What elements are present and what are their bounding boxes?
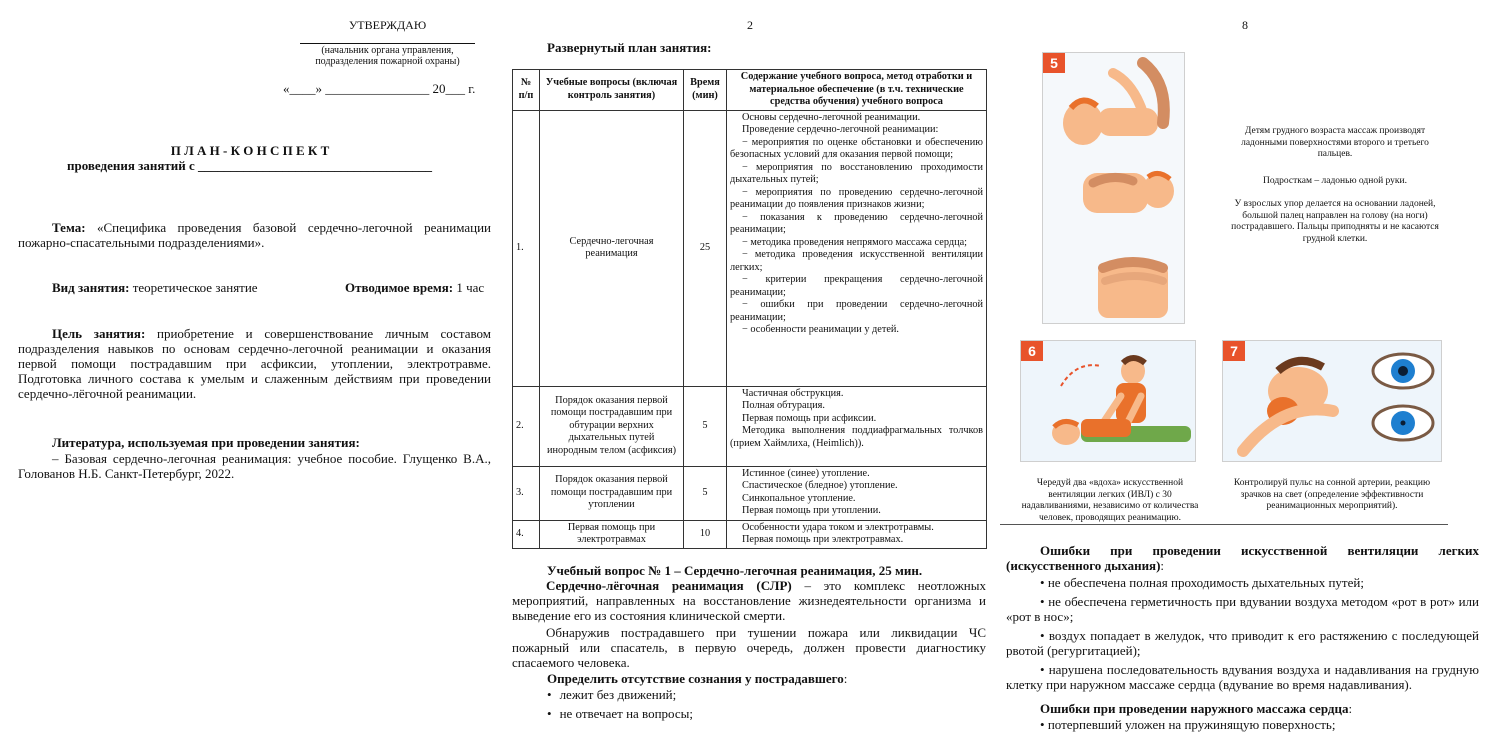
content-line: Первая помощь при электротравмах. bbox=[742, 534, 904, 545]
content-line: Полная обтурация. bbox=[742, 400, 825, 411]
caption-6: Чередуй два «вдоха» искусственной вентиляции легких (ИВЛ) с 30 надавливаниями, независимо от количества человек, проводящих реанимацию. bbox=[1021, 478, 1199, 523]
kind-row bbox=[52, 280, 258, 295]
cell-time: 10 bbox=[684, 520, 727, 548]
error-bullet-item bbox=[1006, 717, 1479, 732]
consciousness-heading bbox=[547, 671, 847, 686]
cell-content bbox=[727, 466, 987, 520]
ventilation-errors-list bbox=[1006, 575, 1479, 696]
bullet-text: не отвечает на вопросы; bbox=[559, 706, 693, 721]
plan-heading: Развернутый план занятия: bbox=[547, 40, 712, 55]
ventilation-illustration-icon bbox=[1021, 341, 1196, 462]
cell-time: 25 bbox=[684, 110, 727, 386]
content-line: − критерии прекращения сердечно-легочной реанимации; bbox=[730, 274, 983, 298]
figure-6-cpr-ventilation bbox=[1020, 340, 1196, 462]
bullet-text: потерпевший уложен на пружинящую поверхность; bbox=[1047, 717, 1336, 732]
bullet-text: не обеспечена полная проходимость дыхательных путей; bbox=[1047, 575, 1364, 590]
content-line: Частичная обструкция. bbox=[742, 387, 844, 399]
literature-text: – Базовая сердечно-легочная реанимация: учебное пособие. Глущенко В.А., Голованов Н.Б. Санкт-Петербург, 2022. bbox=[18, 451, 491, 481]
bullet-dot: • bbox=[1040, 717, 1048, 732]
massage-errors-colon: : bbox=[1348, 701, 1353, 716]
content-line: Синкопальное утопление. bbox=[742, 492, 856, 504]
content-line: Истинное (синее) утопление. bbox=[742, 467, 870, 479]
massage-errors-list bbox=[1006, 717, 1479, 736]
massage-errors-title: Ошибки при проведении наружного массажа сердца bbox=[1040, 701, 1349, 716]
time-value: 1 час bbox=[453, 280, 485, 295]
consciousness-title: Определить отсутствие сознания у пострадавшего bbox=[547, 671, 844, 686]
header-question: Учебные вопросы (включая контроль занятия) bbox=[540, 70, 684, 111]
approve-label: УТВЕРЖДАЮ bbox=[348, 18, 427, 32]
bullet-text: не обеспечена герметичность при вдувании воздуха методом «рот в рот» или «рот в нос»; bbox=[1006, 594, 1480, 624]
compression-illustration-icon bbox=[1043, 53, 1185, 324]
content-line: − показания к проведению сердечно-легочной реанимации; bbox=[730, 211, 983, 235]
consciousness-bullet-1 bbox=[547, 687, 676, 702]
ventilation-errors-title: Ошибки при проведении искусственной вентиляции легких (искусственного дыхания) bbox=[1006, 543, 1479, 573]
figure-7-pulse-pupils bbox=[1222, 340, 1442, 462]
approve-date-line: «____» ________________ 20___ г. bbox=[283, 81, 476, 96]
error-bullet-item bbox=[1006, 575, 1479, 590]
theme-paragraph bbox=[18, 220, 491, 250]
content-line: Основы сердечно-легочной реанимации. bbox=[742, 111, 921, 123]
error-bullet-item bbox=[1006, 628, 1479, 658]
cell-question: Порядок оказания первой помощи пострадавшим при утоплении bbox=[540, 466, 684, 520]
literature-title: Литература, используемая при проведении занятия: bbox=[52, 435, 360, 450]
section-divider bbox=[1000, 524, 1448, 525]
error-bullet-item bbox=[1006, 594, 1479, 624]
goal-paragraph bbox=[18, 326, 491, 401]
bullet-dot: • bbox=[547, 706, 552, 721]
massage-errors-heading bbox=[1040, 701, 1352, 716]
diagnostics-paragraph: Обнаружив пострадавшего при тушении пожара или ликвидации ЧС пожарный или спасатель, в первую очередь, должен провести диагностику спасаемого человека. bbox=[512, 625, 986, 670]
plan-table bbox=[512, 69, 987, 549]
bullet-dot: • bbox=[1040, 628, 1049, 643]
theme-text: «Специфика проведения базовой сердечно-легочной реанимации пожарно-спасательными подразделениями». bbox=[18, 220, 491, 250]
cell-content bbox=[727, 386, 987, 466]
table-row bbox=[513, 386, 987, 466]
cell-num: 2. bbox=[513, 386, 540, 466]
caption-7: Контролируй пульс на сонной артерии, реакцию зрачков на свет (определение эффективности реанимационных мероприятий). bbox=[1233, 478, 1431, 511]
doc-subtitle: проведения занятий с ____________________________________ bbox=[67, 158, 433, 173]
page-number-8: 8 bbox=[1242, 18, 1248, 32]
note-teen: Подросткам – ладонью одной руки. bbox=[1263, 176, 1407, 186]
note-adult: У взрослых упор делается на основании ладоней, большой палец направлен на голову (на ноги) пострадавшего. Пальцы приподняты и не касаются грудной клетки. bbox=[1231, 199, 1439, 244]
content-line: − мероприятия по восстановлению проходимости дыхательных путей; bbox=[730, 161, 983, 185]
theme-label: Тема: bbox=[52, 220, 86, 235]
table-header-row bbox=[513, 70, 987, 111]
cell-question: Первая помощь при электротравмах bbox=[540, 520, 684, 548]
content-line: Методика выполнения поддиафрагмальных толчков (прием Хаймлиха, (Heimlich)). bbox=[730, 425, 983, 449]
page-1 bbox=[0, 0, 500, 750]
figure-6-badge: 6 bbox=[1021, 341, 1043, 361]
content-line: Первая помощь при асфиксии. bbox=[742, 412, 877, 424]
consciousness-bullet-2 bbox=[547, 706, 693, 721]
table-row bbox=[513, 520, 987, 548]
page-3 bbox=[1000, 0, 1500, 750]
cell-num: 1. bbox=[513, 110, 540, 386]
cell-question: Порядок оказания первой помощи пострадавшим при обтурации верхних дыхательных путей инородным телом (асфиксия) bbox=[540, 386, 684, 466]
cell-time: 5 bbox=[684, 466, 727, 520]
content-line: − мероприятия по проведению сердечно-легочной реанимации до появления признаков жизни; bbox=[730, 186, 983, 210]
ventilation-errors-colon: : bbox=[1160, 558, 1165, 573]
content-line: Первая помощь при утоплении. bbox=[742, 505, 881, 516]
kind-value: теоретическое занятие bbox=[129, 280, 258, 295]
cpr-term: Сердечно-лёгочная реанимация (СЛР) bbox=[546, 578, 792, 593]
cell-question: Сердечно-легочная реанимация bbox=[540, 110, 684, 386]
content-line: − методика проведения искусственной вентиляции легких; bbox=[730, 249, 983, 273]
content-line: Спастическое (бледное) утопление. bbox=[742, 480, 898, 491]
bullet-dot: • bbox=[1040, 594, 1049, 609]
figure-5-badge: 5 bbox=[1043, 53, 1065, 73]
header-num: № п/п bbox=[513, 70, 540, 111]
figure-7-badge: 7 bbox=[1223, 341, 1245, 361]
content-line: Особенности удара током и электротравмы. bbox=[742, 521, 934, 533]
page-number-2: 2 bbox=[747, 18, 753, 32]
q1-title: Учебный вопрос № 1 – Сердечно-легочная реанимация, 25 мин. bbox=[547, 563, 923, 578]
cell-time: 5 bbox=[684, 386, 727, 466]
bullet-dot: • bbox=[1040, 575, 1048, 590]
header-content: Содержание учебного вопроса, метод отработки и материальное обеспечение (в т.ч. технические средства обучения) учебного вопроса bbox=[727, 70, 987, 111]
approve-signature-line bbox=[300, 43, 475, 44]
page-2 bbox=[500, 0, 1000, 750]
approve-sub-1: (начальник органа управления, bbox=[321, 45, 454, 56]
content-line: − ошибки при проведении сердечно-легочной реанимации; bbox=[730, 299, 983, 323]
goal-text: приобретение и совершенствование личным составом подразделения навыков по основам сердечно-легочной реанимации и оказания первой помощи пострадавшим при асфиксии, утоплении, электротравме. Подготовка личного состава к умелым и слаженным действиям при проведении сердечно-лёгочной реанимации. bbox=[18, 326, 491, 401]
content-line: − особенности реанимации у детей. bbox=[742, 324, 900, 335]
bullet-text: нарушена последовательность вдувания воздуха и надавливания на грудную клетку при наружном массаже сердца (вдувание во время надавливания). bbox=[1006, 662, 1479, 692]
bullet-dot: • bbox=[1040, 662, 1049, 677]
error-bullet-item bbox=[1006, 662, 1479, 692]
cpr-text: – это комплекс неотложных мероприятий, направленных на восстановление жизнедеятельности организма и выведение его из состояния клинической смерти. bbox=[512, 578, 986, 623]
cell-num: 4. bbox=[513, 520, 540, 548]
goal-label: Цель занятия: bbox=[52, 326, 146, 341]
bullet-text: лежит без движений; bbox=[559, 687, 677, 702]
note-infant: Детям грудного возраста массаж производят ладонными поверхностями второго и третьего пальцев. bbox=[1241, 126, 1429, 159]
bullet-dot: • bbox=[547, 687, 552, 702]
ventilation-errors-heading bbox=[1006, 543, 1479, 573]
kind-label: Вид занятия: bbox=[52, 280, 130, 295]
pulse-pupil-illustration-icon bbox=[1223, 341, 1442, 462]
header-time: Время (мин) bbox=[684, 70, 727, 111]
time-row bbox=[345, 280, 484, 295]
cell-content bbox=[727, 110, 987, 386]
consciousness-colon: : bbox=[843, 671, 848, 686]
bullet-text: воздух попадает в желудок, что приводит к его растяжению с последующей рвотой (регургитацией); bbox=[1006, 628, 1479, 658]
table-row bbox=[513, 466, 987, 520]
content-line: − методика проведения непрямого массажа сердца; bbox=[742, 236, 968, 248]
doc-title: П Л А Н - К О Н С П Е К Т bbox=[170, 143, 330, 158]
content-line: − мероприятия по оценке обстановки и обеспечению безопасных условий для оказания первой помощи; bbox=[730, 136, 983, 160]
content-line: Проведение сердечно-легочной реанимации: bbox=[742, 124, 939, 135]
cpr-definition bbox=[512, 578, 986, 623]
time-label: Отводимое время: bbox=[345, 280, 454, 295]
figure-5-chest-compression bbox=[1042, 52, 1185, 324]
approve-sub-2: подразделения пожарной охраны) bbox=[315, 56, 460, 67]
table-row bbox=[513, 110, 987, 386]
cell-content bbox=[727, 520, 987, 548]
cell-num: 3. bbox=[513, 466, 540, 520]
